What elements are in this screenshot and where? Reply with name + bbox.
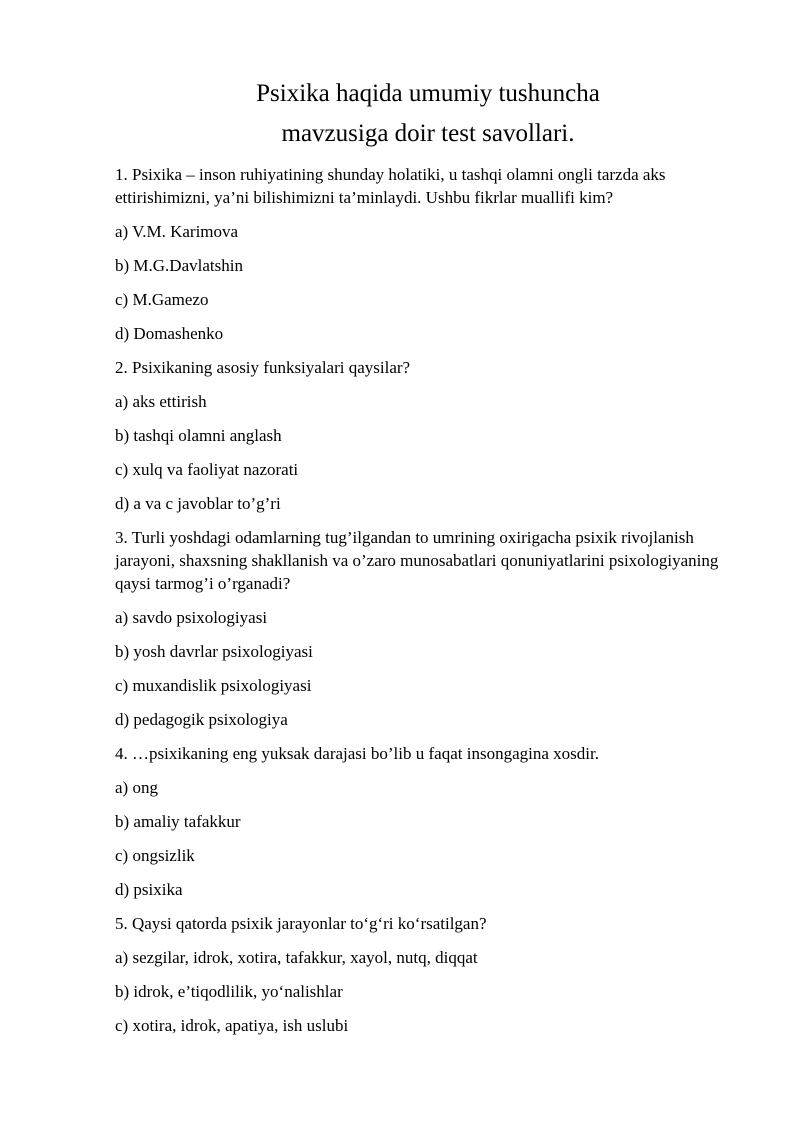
question-2-option-b: b) tashqi olamni anglash bbox=[115, 426, 282, 445]
question-2-option-d: d) a va c javoblar to’g’ri bbox=[115, 494, 281, 513]
question-4: 4. …psixikaning eng yuksak darajasi bo’lib u faqat insongagina xosdir. bbox=[115, 744, 599, 763]
question-1-option-a: a) V.M. Karimova bbox=[115, 222, 239, 241]
question-2-option-a: a) aks ettirish bbox=[115, 392, 207, 411]
question-1-option-c: c) M.Gamezo bbox=[115, 290, 209, 309]
question-3: 3. Turli yoshdagi odamlarning tug’ilgandan to umrining oxirigacha psixik rivojlanish jarayoni, shaxsning shakllanish va o’zaro munosabatlari qonuniyatlarini psixologiyaning qaysi tarmog’i o’rganadi? bbox=[115, 528, 719, 593]
question-3-option-b: b) yosh davrlar psixologiyasi bbox=[115, 642, 313, 661]
document-title-line-1: Psixika haqida umumiy tushuncha bbox=[256, 80, 600, 107]
question-5: 5. Qaysi qatorda psixik jarayonlar to‘g‘ri ko‘rsatilgan? bbox=[115, 914, 487, 933]
question-3-option-c: c) muxandislik psixologiyasi bbox=[115, 676, 312, 695]
question-3-option-a: a) savdo psixologiyasi bbox=[115, 608, 268, 627]
question-5-option-a: a) sezgilar, idrok, xotira, tafakkur, xayol, nutq, diqqat bbox=[115, 948, 478, 967]
question-1-option-d: d) Domashenko bbox=[115, 324, 224, 343]
question-list bbox=[115, 163, 755, 1048]
question-2-option-c: c) xulq va faoliyat nazorati bbox=[115, 460, 299, 479]
question-5-option-b: b) idrok, e’tiqodlilik, yo‘nalishlar bbox=[115, 982, 343, 1001]
question-4-option-b: b) amaliy tafakkur bbox=[115, 812, 241, 831]
question-3-option-d: d) pedagogik psixologiya bbox=[115, 710, 288, 729]
question-2: 2. Psixikaning asosiy funksiyalari qaysilar? bbox=[115, 358, 411, 377]
question-1-option-b: b) M.G.Davlatshin bbox=[115, 256, 243, 275]
question-1: 1. Psixika – inson ruhiyatining shunday holatiki, u tashqi olamni ongli tarzda aks ettirishimizni, ya’ni bilishimizni ta’minlaydi. Ushbu fikrlar muallifi kim? bbox=[115, 165, 666, 207]
question-4-option-a: a) ong bbox=[115, 778, 158, 797]
question-4-option-c: c) ongsizlik bbox=[115, 846, 195, 865]
question-4-option-d: d) psixika bbox=[115, 880, 183, 899]
question-5-option-c: c) xotira, idrok, apatiya, ish uslubi bbox=[115, 1016, 349, 1035]
document-title-line-2: mavzusiga doir test savollari. bbox=[281, 120, 575, 147]
